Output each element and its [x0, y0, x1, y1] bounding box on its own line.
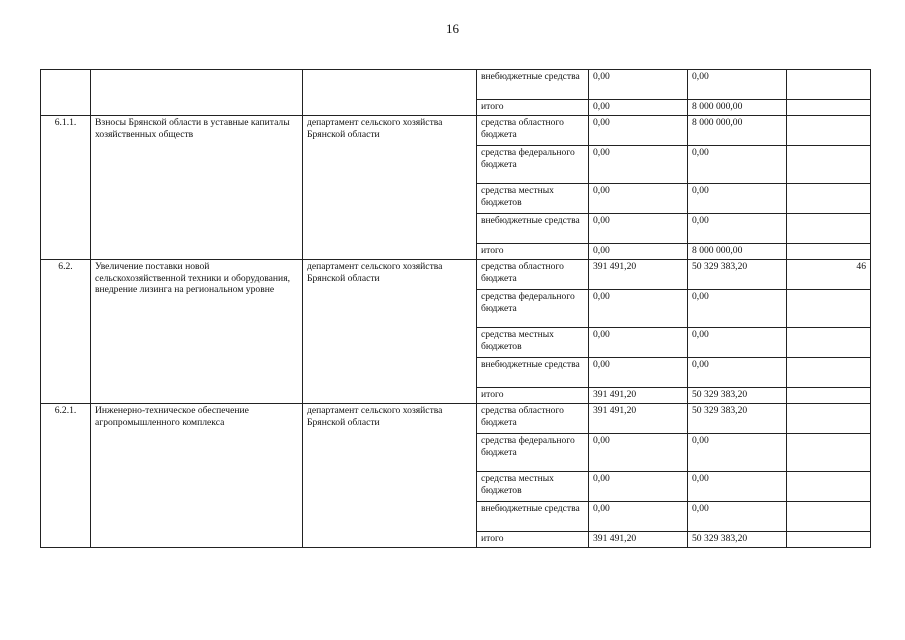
indicator-cell: 46 — [787, 260, 871, 290]
funding-source-cell: средства местных бюджетов — [477, 328, 589, 358]
funding-source-cell: итого — [477, 100, 589, 116]
funding-source-cell: итого — [477, 532, 589, 548]
funding-source-cell: внебюджетные средства — [477, 502, 589, 532]
amount-2-cell: 50 329 383,20 — [688, 404, 787, 434]
funding-source-cell: средства областного бюджета — [477, 404, 589, 434]
funding-source-cell: внебюджетные средства — [477, 358, 589, 388]
amount-2-cell: 0,00 — [688, 70, 787, 100]
funding-source-cell: средства федерального бюджета — [477, 434, 589, 472]
indicator-cell — [787, 472, 871, 502]
amount-2-cell: 0,00 — [688, 434, 787, 472]
page-number: 16 — [446, 21, 459, 36]
amount-1-cell: 0,00 — [589, 146, 688, 184]
row-number-cell: 6.2.1. — [41, 404, 91, 548]
measure-name-cell: Инженерно-техническое обеспечение агропромышленного комплекса — [91, 404, 303, 548]
amount-2-cell: 0,00 — [688, 290, 787, 328]
executor-cell: департамент сельского хозяйства Брянской области — [303, 404, 477, 548]
row-number-cell: 6.1.1. — [41, 116, 91, 260]
amount-1-cell: 0,00 — [589, 100, 688, 116]
indicator-cell — [787, 290, 871, 328]
funding-source-cell: средства областного бюджета — [477, 116, 589, 146]
indicator-cell — [787, 116, 871, 146]
table-row — [41, 404, 871, 434]
amount-2-cell: 8 000 000,00 — [688, 100, 787, 116]
indicator-cell — [787, 70, 871, 100]
amount-2-cell: 0,00 — [688, 358, 787, 388]
funding-source-cell: итого — [477, 388, 589, 404]
amount-1-cell: 0,00 — [589, 184, 688, 214]
table-row — [41, 116, 871, 146]
measure-name-cell: Взносы Брянской области в уставные капиталы хозяйственных обществ — [91, 116, 303, 260]
indicator-cell — [787, 214, 871, 244]
amount-1-cell: 0,00 — [589, 434, 688, 472]
indicator-cell — [787, 328, 871, 358]
funding-source-cell: итого — [477, 244, 589, 260]
executor-cell: департамент сельского хозяйства Брянской области — [303, 260, 477, 404]
amount-2-cell: 0,00 — [688, 502, 787, 532]
indicator-cell — [787, 404, 871, 434]
funding-source-cell: внебюджетные средства — [477, 214, 589, 244]
amount-1-cell: 0,00 — [589, 502, 688, 532]
amount-2-cell: 8 000 000,00 — [688, 244, 787, 260]
funding-source-cell: средства местных бюджетов — [477, 184, 589, 214]
amount-2-cell: 0,00 — [688, 214, 787, 244]
budget-table — [40, 69, 871, 548]
amount-1-cell: 0,00 — [589, 328, 688, 358]
executor-cell — [303, 70, 477, 116]
indicator-cell — [787, 100, 871, 116]
amount-2-cell: 0,00 — [688, 472, 787, 502]
funding-source-cell: средства федерального бюджета — [477, 146, 589, 184]
amount-2-cell: 8 000 000,00 — [688, 116, 787, 146]
amount-2-cell: 50 329 383,20 — [688, 388, 787, 404]
row-number-cell: 6.2. — [41, 260, 91, 404]
amount-1-cell: 0,00 — [589, 358, 688, 388]
funding-source-cell: внебюджетные средства — [477, 70, 589, 100]
amount-2-cell: 50 329 383,20 — [688, 260, 787, 290]
amount-2-cell: 0,00 — [688, 146, 787, 184]
executor-cell: департамент сельского хозяйства Брянской области — [303, 116, 477, 260]
indicator-cell — [787, 388, 871, 404]
amount-1-cell: 0,00 — [589, 70, 688, 100]
amount-1-cell: 0,00 — [589, 116, 688, 146]
amount-1-cell: 391 491,20 — [589, 532, 688, 548]
indicator-cell — [787, 358, 871, 388]
funding-source-cell: средства федерального бюджета — [477, 290, 589, 328]
measure-name-cell — [91, 70, 303, 116]
amount-2-cell: 0,00 — [688, 328, 787, 358]
amount-2-cell: 0,00 — [688, 184, 787, 214]
indicator-cell — [787, 146, 871, 184]
amount-1-cell: 0,00 — [589, 472, 688, 502]
amount-1-cell: 391 491,20 — [589, 260, 688, 290]
funding-source-cell: средства областного бюджета — [477, 260, 589, 290]
table-row — [41, 260, 871, 290]
amount-1-cell: 0,00 — [589, 214, 688, 244]
amount-1-cell: 391 491,20 — [589, 404, 688, 434]
amount-1-cell: 0,00 — [589, 244, 688, 260]
indicator-cell — [787, 244, 871, 260]
indicator-cell — [787, 434, 871, 472]
funding-source-cell: средства местных бюджетов — [477, 472, 589, 502]
indicator-cell — [787, 184, 871, 214]
table-body — [41, 70, 871, 548]
amount-1-cell: 391 491,20 — [589, 388, 688, 404]
amount-1-cell: 0,00 — [589, 290, 688, 328]
measure-name-cell: Увеличение поставки новой сельскохозяйственной техники и оборудования, внедрение лизинга на региональном уровне — [91, 260, 303, 404]
indicator-cell — [787, 502, 871, 532]
amount-2-cell: 50 329 383,20 — [688, 532, 787, 548]
table-row — [41, 70, 871, 100]
row-number-cell — [41, 70, 91, 116]
indicator-cell — [787, 532, 871, 548]
